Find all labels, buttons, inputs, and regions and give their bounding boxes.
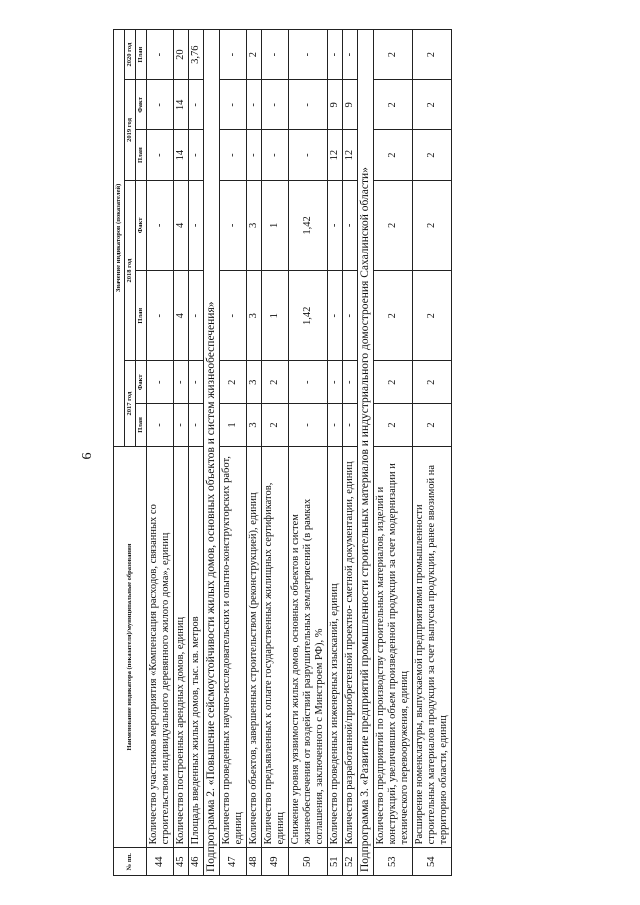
value-cell: 1 bbox=[220, 404, 247, 447]
row-number: 45 bbox=[174, 848, 189, 876]
value-cell: 2 bbox=[374, 271, 413, 361]
plan-header: План bbox=[136, 30, 147, 80]
indicator-name: Количество проведенных инженерных изысканий, единиц bbox=[328, 446, 343, 848]
value-cell: - bbox=[174, 361, 189, 404]
value-cell: 2 bbox=[262, 404, 289, 447]
value-cell: 9 bbox=[328, 80, 343, 130]
indicator-name: Количество построенных арендных домов, единиц bbox=[174, 446, 189, 848]
value-cell: 2 bbox=[374, 180, 413, 270]
indicator-name: Количество разработанной/приобретенной проектно- сметной документации, единиц bbox=[343, 446, 358, 848]
table-row bbox=[220, 30, 247, 876]
value-cell: - bbox=[147, 30, 174, 80]
value-cell: - bbox=[147, 80, 174, 130]
subprogram-row bbox=[358, 30, 374, 876]
plan-header: План bbox=[136, 271, 147, 361]
value-cell: 2 bbox=[413, 404, 452, 447]
value-cell: 4 bbox=[174, 271, 189, 361]
value-cell: - bbox=[289, 30, 328, 80]
value-cell: - bbox=[289, 80, 328, 130]
value-cell: - bbox=[289, 361, 328, 404]
value-cell: - bbox=[189, 271, 204, 361]
value-cell: - bbox=[147, 404, 174, 447]
value-cell: - bbox=[220, 30, 247, 80]
value-cell: - bbox=[289, 130, 328, 180]
table-row bbox=[413, 30, 452, 876]
value-cell: 3 bbox=[247, 271, 262, 361]
value-cell: 2 bbox=[374, 130, 413, 180]
plan-header: План bbox=[136, 404, 147, 447]
value-cell: - bbox=[189, 361, 204, 404]
row-number: 46 bbox=[189, 848, 204, 876]
value-cell: 2 bbox=[220, 361, 247, 404]
value-cell: - bbox=[247, 130, 262, 180]
table-row bbox=[374, 30, 413, 876]
value-cell: 2 bbox=[374, 404, 413, 447]
value-cell: 1 bbox=[262, 180, 289, 270]
table-row bbox=[189, 30, 204, 876]
indicator-name: Количество предъявленных к оплате государственных жилищных сертификатов, единиц bbox=[262, 446, 289, 848]
year-2020-header: 2020 год bbox=[125, 30, 136, 80]
value-cell: 14 bbox=[174, 130, 189, 180]
row-number: 52 bbox=[343, 848, 358, 876]
value-cell: 1,42 bbox=[289, 180, 328, 270]
value-cell: - bbox=[189, 180, 204, 270]
table-row bbox=[289, 30, 328, 876]
page-number: 6 bbox=[80, 452, 95, 460]
value-cell: - bbox=[343, 30, 358, 80]
indicator-name: Площадь введенных жилых домов, тыс. кв. метров bbox=[189, 446, 204, 848]
row-number: 51 bbox=[328, 848, 343, 876]
col-indicator-header: Наименование индикатора (показателя)/муниципальные образования bbox=[114, 446, 147, 848]
value-cell: 3 bbox=[247, 361, 262, 404]
value-cell: - bbox=[328, 271, 343, 361]
value-cell: - bbox=[343, 361, 358, 404]
value-cell: 20 bbox=[174, 30, 189, 80]
indicator-name: Снижение уровня уязвимости жилых домов, основных объектов и систем жизнеобеспечения от воздействий разрушительных землетрясений (в рамках соглашения, заключенного с Минстроем РФ), % bbox=[289, 446, 328, 848]
value-cell: - bbox=[220, 180, 247, 270]
value-cell: 4 bbox=[174, 180, 189, 270]
row-number: 49 bbox=[262, 848, 289, 876]
value-cell: - bbox=[343, 180, 358, 270]
subprogram-row bbox=[204, 30, 220, 876]
rotated-table-page bbox=[113, 29, 603, 876]
value-cell: - bbox=[328, 30, 343, 80]
year-2019-header: 2019 год bbox=[125, 80, 136, 180]
value-cell: 2 bbox=[413, 271, 452, 361]
value-cell: 2 bbox=[413, 80, 452, 130]
value-cell: 2 bbox=[413, 361, 452, 404]
value-cell: 3 bbox=[247, 180, 262, 270]
col-num-header: № пп. bbox=[114, 848, 147, 876]
fact-header: Факт bbox=[136, 361, 147, 404]
value-cell: - bbox=[220, 271, 247, 361]
row-number: 54 bbox=[413, 848, 452, 876]
value-cell: - bbox=[343, 271, 358, 361]
fact-header: Факт bbox=[136, 80, 147, 130]
table-row bbox=[247, 30, 262, 876]
value-cell: - bbox=[147, 130, 174, 180]
value-cell: 2 bbox=[374, 361, 413, 404]
subprogram-title: Подпрограмма 3. «Развитие предприятий промышленности строительных материалов и индустриального домостроения Сахалинской области» bbox=[358, 30, 374, 876]
row-number: 47 bbox=[220, 848, 247, 876]
value-cell: - bbox=[262, 30, 289, 80]
value-cell: 9 bbox=[343, 80, 358, 130]
table-row bbox=[262, 30, 289, 876]
value-cell: - bbox=[262, 80, 289, 130]
indicator-name: Количество участников мероприятия «Компенсация расходов, связанных со строительством индивидуального деревянного жилого дома», единиц bbox=[147, 446, 174, 848]
value-cell: 2 bbox=[413, 180, 452, 270]
value-cell: - bbox=[174, 404, 189, 447]
value-cell: - bbox=[220, 130, 247, 180]
value-cell: - bbox=[247, 80, 262, 130]
value-cell: - bbox=[343, 404, 358, 447]
value-cell: 2 bbox=[262, 361, 289, 404]
value-cell: - bbox=[220, 80, 247, 130]
indicator-name: Количество предприятий по производству строительных материалов, изделий и конструкций, увеличивших объем произведенной продукции за счет модернизации и технического перевооружения, единиц bbox=[374, 446, 413, 848]
row-number: 48 bbox=[247, 848, 262, 876]
table-row bbox=[343, 30, 358, 876]
value-cell: 14 bbox=[174, 80, 189, 130]
value-cell: - bbox=[289, 404, 328, 447]
value-cell: - bbox=[328, 361, 343, 404]
value-cell: 12 bbox=[343, 130, 358, 180]
row-number: 50 bbox=[289, 848, 328, 876]
value-cell: - bbox=[189, 80, 204, 130]
subprogram-title: Подпрограмма 2. «Повышение сейсмоустойчивости жилых домов, основных объектов и систем жизнеобеспечения» bbox=[204, 30, 220, 876]
indicator-name: Расширение номенклатуры, выпускаемой предприятиями промышленности строительных материалов продукции за счет выпуска продукции, ранее ввозимой на территорию области, единиц bbox=[413, 446, 452, 848]
value-cell: 2 bbox=[413, 30, 452, 80]
value-cell: 3,76 bbox=[189, 30, 204, 80]
value-cell: - bbox=[189, 130, 204, 180]
value-cell: 2 bbox=[413, 130, 452, 180]
value-cell: - bbox=[147, 361, 174, 404]
table-row bbox=[328, 30, 343, 876]
plan-header: План bbox=[136, 130, 147, 180]
value-cell: - bbox=[189, 404, 204, 447]
indicators-table bbox=[113, 29, 452, 876]
value-cell: - bbox=[328, 404, 343, 447]
indicator-name: Количество объектов, завершенных строительством (реконструкцией), единиц bbox=[247, 446, 262, 848]
row-number: 53 bbox=[374, 848, 413, 876]
value-cell: 12 bbox=[328, 130, 343, 180]
year-2017-header: 2017 год bbox=[125, 361, 136, 446]
fact-header: Факт bbox=[136, 180, 147, 270]
value-cell: 1 bbox=[262, 271, 289, 361]
value-cell: 1,42 bbox=[289, 271, 328, 361]
table-row bbox=[174, 30, 189, 876]
value-cell: - bbox=[328, 180, 343, 270]
year-2018-header: 2018 год bbox=[125, 180, 136, 361]
row-number: 44 bbox=[147, 848, 174, 876]
value-cell: 2 bbox=[374, 30, 413, 80]
value-cell: - bbox=[147, 271, 174, 361]
indicator-name: Количество проведенных научно-исследовательских и опытно-конструкторских работ, единиц bbox=[220, 446, 247, 848]
value-cell: - bbox=[262, 130, 289, 180]
value-cell: 2 bbox=[374, 80, 413, 130]
value-cell: 2 bbox=[247, 30, 262, 80]
table-row bbox=[147, 30, 174, 876]
value-cell: - bbox=[147, 180, 174, 270]
values-group-header: Значение индикаторов (показателей) bbox=[114, 30, 125, 447]
value-cell: 3 bbox=[247, 404, 262, 447]
